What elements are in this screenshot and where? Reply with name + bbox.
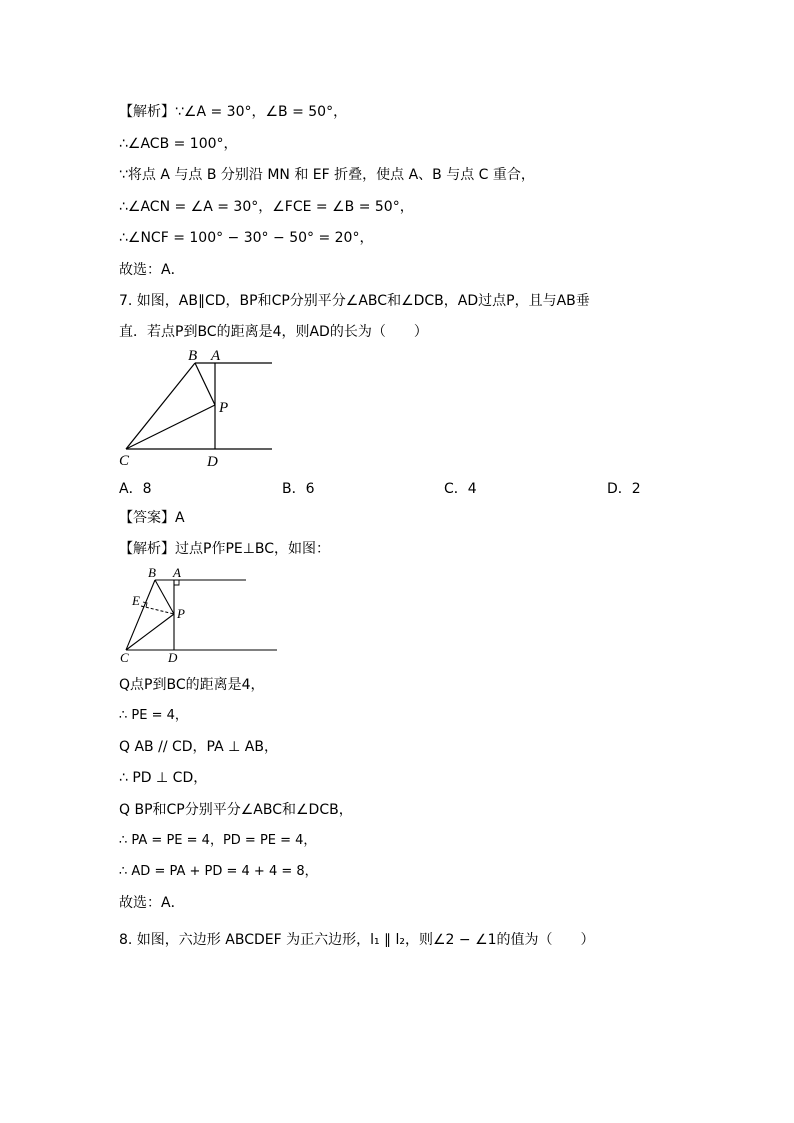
- q7-step-8: 故选：A．: [119, 895, 185, 911]
- q7-label-b: B: [188, 348, 198, 364]
- q7-step-7: ∴ AD = PA + PD = 4 + 4 = 8，: [119, 864, 318, 879]
- q8-stem: 8. 如图，六边形 ABCDEF 为正六边形，l₁ ∥ l₂，则∠2 − ∠1的值为（ ）: [119, 932, 595, 948]
- q7-segment-bc: [126, 363, 195, 449]
- q7-segment-cp: [126, 405, 215, 449]
- q7-label-d: D: [207, 454, 218, 470]
- q7s-label-d: D: [168, 650, 178, 663]
- prev-solution-line-1: 【解析】∵∠A = 30°，∠B = 50°，: [119, 104, 348, 120]
- q7-step-2: ∴ PE = 4，: [119, 708, 188, 723]
- q7s-label-e: E: [132, 593, 140, 608]
- prev-solution-line-5: ∴∠NCF = 100° − 30° − 50° = 20°，: [119, 230, 374, 246]
- q7-label-c: C: [119, 453, 130, 469]
- q7-option-a: A．8: [119, 481, 152, 497]
- q7s-label-a: A: [173, 565, 181, 580]
- prev-solution-line-6: 故选：A．: [119, 262, 185, 278]
- q7s-segment-bp: [155, 580, 174, 614]
- q7s-right-angle-a: [174, 580, 179, 585]
- q7-step-6: ∴ PA = PE = 4，PD = PE = 4，: [119, 833, 317, 848]
- q7-segment-bp: [195, 363, 215, 405]
- q7-option-b: B．6: [282, 481, 315, 497]
- q7-figure: [114, 345, 294, 470]
- q7-analysis-intro: 【解析】过点P作PE⊥BC，如图：: [119, 541, 331, 557]
- q7-option-d: D．2: [607, 481, 641, 497]
- prev-solution-line-4: ∴∠ACN = ∠A = 30°，∠FCE = ∠B = 50°，: [119, 199, 414, 215]
- q7s-label-p: P: [177, 606, 185, 621]
- prev-solution-line-3: ∵将点 A 与点 B 分别沿 MN 和 EF 折叠，使点 A、B 与点 C 重合，: [119, 167, 535, 183]
- q7-label-a: A: [211, 348, 221, 364]
- q7s-label-b: B: [148, 565, 156, 580]
- q7-stem-line-2: 直．若点P到BC的距离是4，则AD的长为（ ）: [119, 324, 428, 340]
- q7-step-5: Q BP和CP分别平分∠ABC和∠DCB，: [119, 802, 353, 818]
- q7-step-1: Q点P到BC的距离是4，: [119, 677, 265, 693]
- q7-step-3: Q AB // CD，PA ⊥ AB，: [119, 739, 278, 755]
- q7s-segment-pe-dashed: [141, 606, 174, 614]
- prev-solution-line-2: ∴∠ACB = 100°，: [119, 136, 238, 152]
- q7-option-c: C．4: [444, 481, 477, 497]
- q7s-label-c: C: [120, 650, 129, 663]
- q7-solution-figure: [114, 563, 284, 663]
- q7-answer: 【答案】A: [119, 510, 185, 526]
- q7-stem-line-1: 7. 如图，AB∥CD，BP和CP分别平分∠ABC和∠DCB，AD过点P，且与AB垂: [119, 293, 590, 309]
- q7-step-4: ∴ PD ⊥ CD，: [119, 770, 208, 786]
- q7-label-p: P: [219, 400, 229, 416]
